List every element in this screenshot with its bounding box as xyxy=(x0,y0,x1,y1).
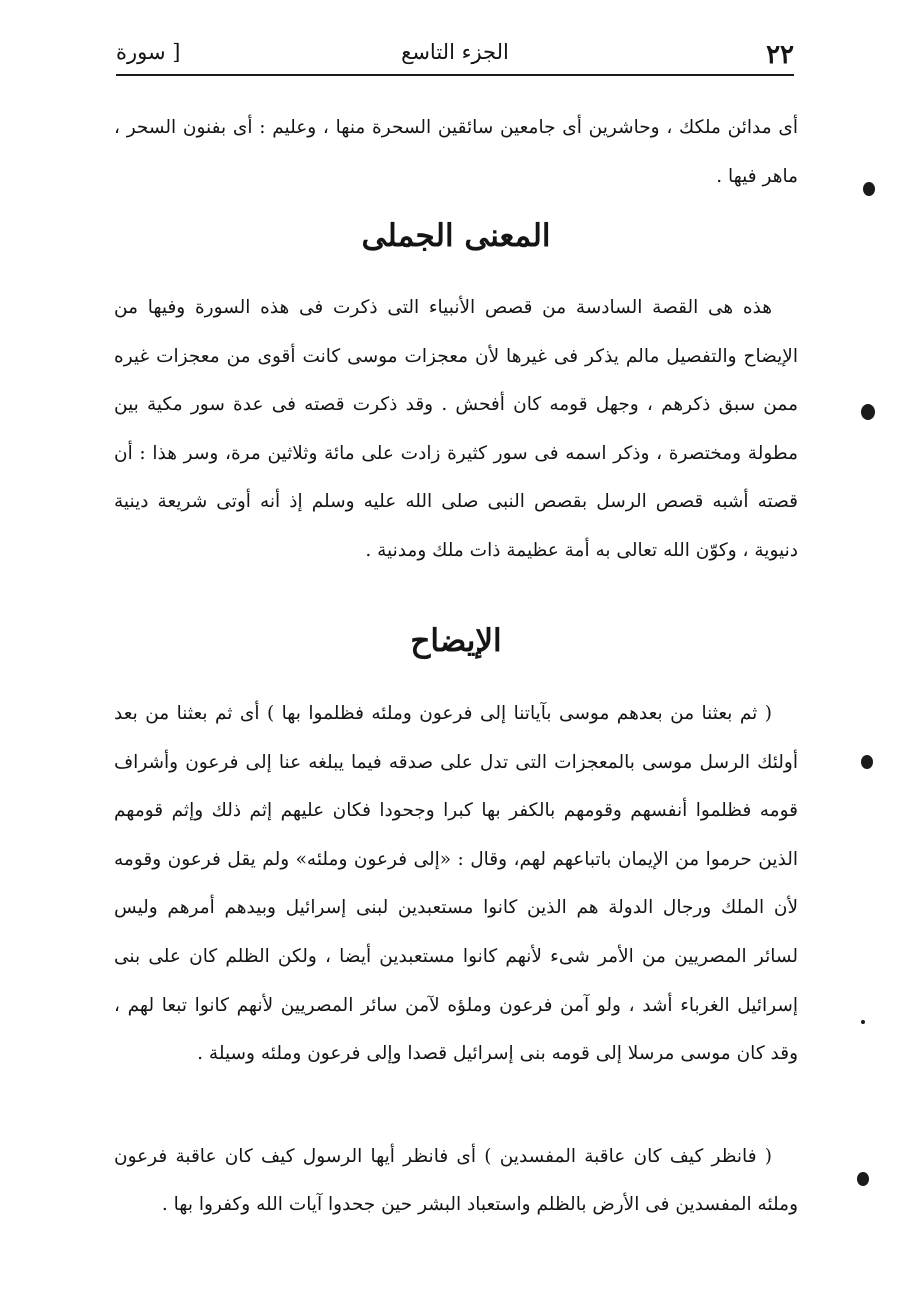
intro-paragraph: أى مدائن ملكك ، وحاشرين أى جامعين سائقين السحرة منها ، وعليم : أى بفنون السحر ، ماهر فيها . xyxy=(114,117,798,187)
general-meaning-paragraph: هذه هى القصة السادسة من قصص الأنبياء التى ذكرت فى هذه السورة وفيها من الإيضاح والتفصيل مالم يذكر فى غيرها لأن معجزات موسى كانت أقوى من معجزات غيره ممن سبق ذكرهم ، وجهل قومه كان أفحش . وقد ذكرت قصته فى عدة سور مكية بين مطولة ومختصرة ، وذكر اسمه فى سور كثيرة زادت على مائة وثلاثين مرة، وسر هذا : أن قصته أشبه قصص الرسل بقصص النبى صلى الله عليه وسلم إذ أنه أوتى شريعة دينية دنيوية ، وكوّن الله تعالى به أمة عظيمة ذات ملك ومدنية . xyxy=(114,297,798,561)
page-number: ٢٢ xyxy=(766,40,794,70)
margin-speck xyxy=(861,404,875,420)
explanation-paragraph-1: ( ثم بعثنا من بعدهم موسى بآياتنا إلى فرعون وملئه فظلموا بها ) أى ثم بعثنا من بعد أولئك الرسل موسى بالمعجزات التى تدل على صدقه فيما يبلغه عنا إلى فرعون وأشراف قومه فظلموا أنفسهم وقومهم بالكفر بها كبرا وجحودا فكان عليهم إثم ذلك وإثم قومهم الذين حرموا من الإيمان باتباعهم لهم، وقال : «إلى فرعون وملئه» ولم يقل فرعون وقومه لأن الملك ورجال الدولة هم الذين كانوا مستعبدين لبنى إسرائيل وبيدهم أمرهم وليس لسائر المصريين من الأمر شىء لأنهم كانوا مستعبدين أيضا ، ولكن الظلم كان على بنى إسرائيل الغرباء أشد ، ولو آمن فرعون وملؤه لآمن سائر المصريين لأنهم كانوا تبعا لهم ، وقد كان موسى مرسلا إلى قومه بنى إسرائيل قصدا وإلى فرعون وملئه وسيلة . xyxy=(114,703,798,1065)
heading-explanation: الإيضاح xyxy=(410,623,502,659)
surah-label: [ سورة xyxy=(116,40,181,64)
part-title: الجزء التاسع xyxy=(401,40,509,64)
margin-speck xyxy=(863,182,875,196)
header-rule xyxy=(116,74,794,76)
explanation-paragraph-2: ( فانظر كيف كان عاقبة المفسدين ) أى فانظر أيها الرسول كيف كان عاقبة فرعون وملئه المفسدين فى الأرض بالظلم واستعباد البشر حين جحدوا آيات الله وكفروا بها . xyxy=(114,1146,798,1215)
margin-speck xyxy=(861,755,873,769)
margin-speck xyxy=(857,1172,869,1186)
margin-speck xyxy=(861,1020,865,1024)
heading-general-meaning: المعنى الجملى xyxy=(361,218,551,254)
running-header xyxy=(116,34,794,76)
